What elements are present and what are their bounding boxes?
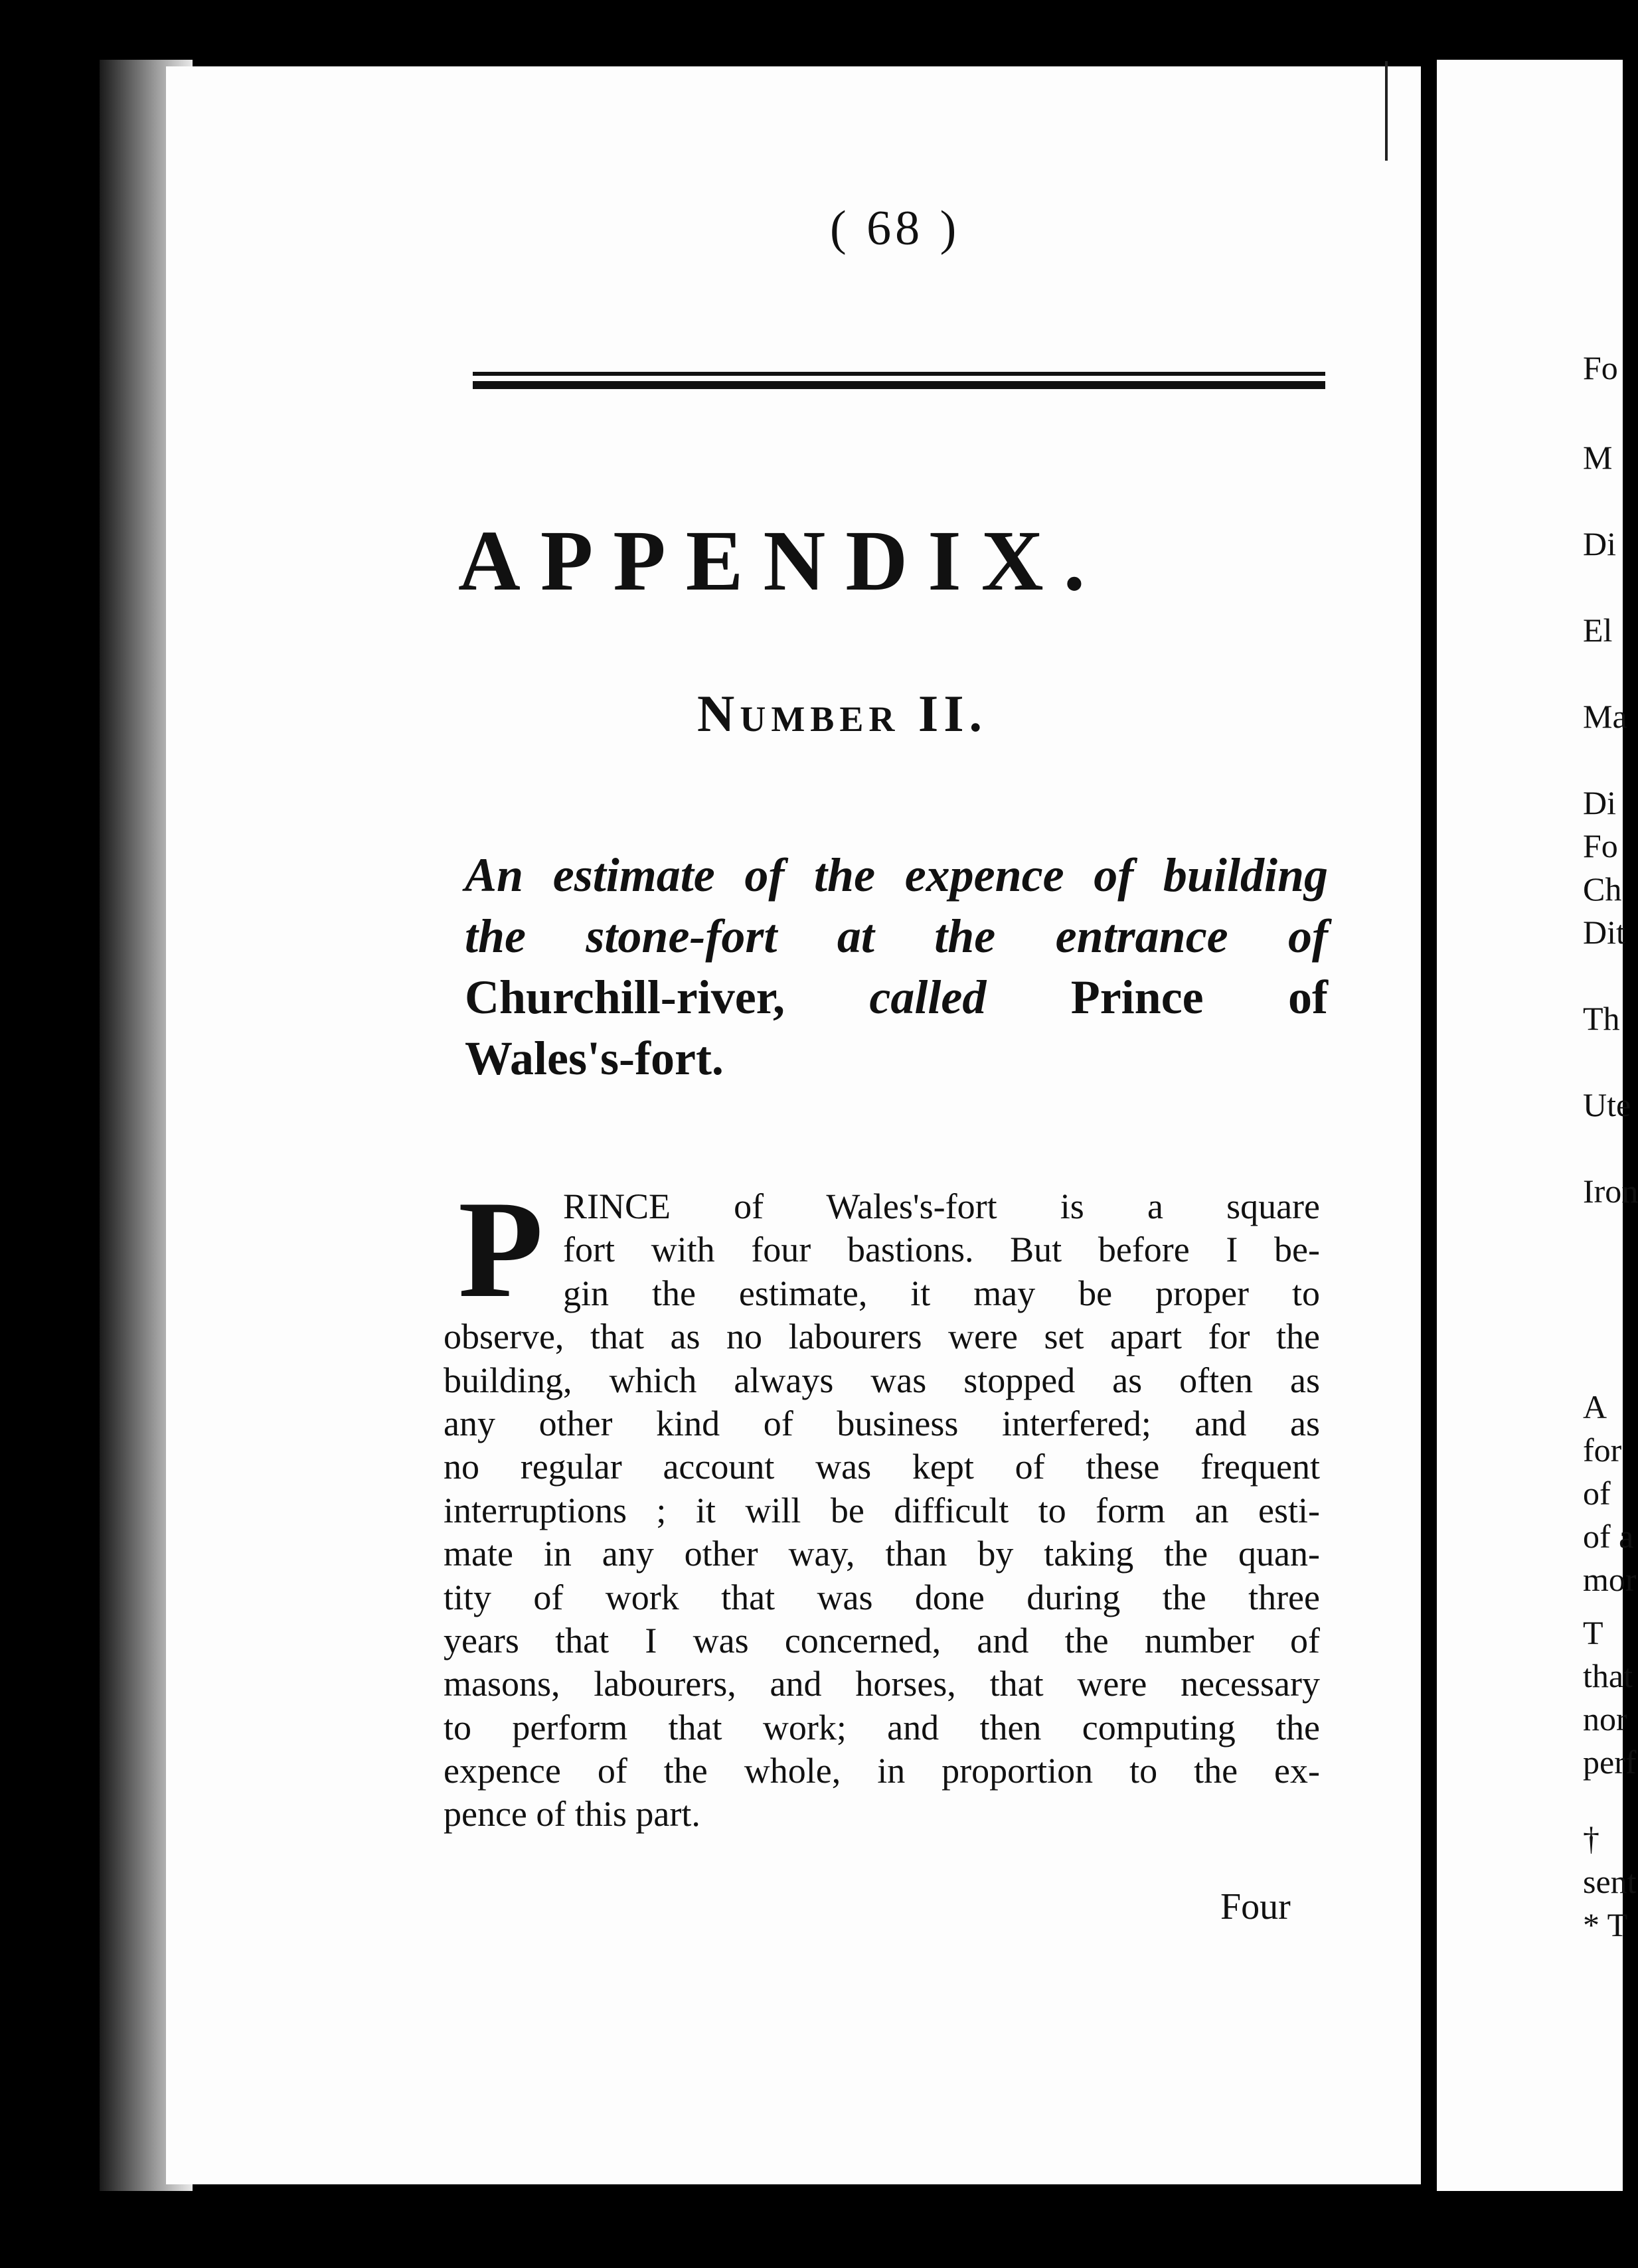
facing-page-fragment: Dit <box>1583 914 1625 951</box>
section-number <box>697 684 987 744</box>
caption-text: An estimate of the expence of building <box>465 849 1328 902</box>
body-line: years that I was concerned, and the number of <box>444 1620 1320 1660</box>
section-number-numeral: II. <box>918 685 988 742</box>
facing-page-fragment: * T <box>1583 1906 1628 1943</box>
facing-page-fragment: Di <box>1583 784 1616 821</box>
body-line: pence of this part. <box>444 1794 700 1834</box>
facing-page-fragment: A <box>1583 1388 1607 1425</box>
facing-page-fragment: Iron <box>1583 1173 1638 1210</box>
catchword: Four <box>1220 1886 1291 1927</box>
facing-page-fragment: that <box>1583 1657 1633 1694</box>
gutter-mark <box>1385 61 1388 161</box>
caption-text: called <box>869 971 987 1024</box>
body-line: fort with four bastions. But before I be- <box>563 1230 1320 1270</box>
body-line: expence of the whole, in proportion to the ex- <box>444 1751 1320 1791</box>
body-line: RINCE of Wales's-fort is a square <box>563 1186 1320 1226</box>
body-line: masons, labourers, and horses, that were necessary <box>444 1664 1320 1704</box>
facing-page-fragment: Fo <box>1583 827 1618 864</box>
body-text <box>444 1173 1320 1836</box>
caption-line <box>465 845 1328 906</box>
facing-page-fragment: sent <box>1583 1863 1637 1900</box>
body-line: to perform that work; and then computing the <box>444 1707 1320 1747</box>
caption-line <box>465 967 1328 1028</box>
page-number: ( 68 ) <box>830 201 961 256</box>
facing-page-fragment: of <box>1583 1475 1611 1512</box>
facing-page-fragment: M <box>1583 439 1613 476</box>
header-rule-thick <box>473 381 1325 389</box>
facing-page-fragment: El <box>1583 611 1613 649</box>
facing-page-fragment: perf <box>1583 1743 1637 1781</box>
body-line: building, which always was stopped as often as <box>444 1360 1320 1400</box>
estimate-caption <box>465 845 1328 1089</box>
section-number-initial: N <box>697 685 740 742</box>
facing-page-fragment: Ma <box>1583 698 1627 735</box>
facing-page-fragment: of a <box>1583 1518 1634 1555</box>
caption-text: Churchill-river, <box>465 971 870 1024</box>
facing-page-fragment: T <box>1583 1614 1603 1651</box>
facing-page-fragment: nor <box>1583 1700 1627 1738</box>
header-rule-thin <box>473 372 1325 376</box>
facing-page-fragment: mor <box>1583 1561 1637 1598</box>
body-line: observe, that as no labourers were set apart for the <box>444 1317 1320 1357</box>
drop-cap: P <box>458 1173 544 1327</box>
body-line: interruptions ; it will be difficult to form an esti- <box>444 1490 1320 1530</box>
caption-line <box>465 906 1328 967</box>
facing-page-fragment: Th <box>1583 1000 1620 1037</box>
body-line: no regular account was kept of these frequent <box>444 1447 1320 1487</box>
section-number-smallcaps: UMBER <box>740 699 900 739</box>
facing-page-fragment: Di <box>1583 525 1616 562</box>
section-heading: APPENDIX. <box>458 513 1106 609</box>
facing-page-fragment: † <box>1583 1820 1599 1857</box>
body-line: any other kind of business interfered; and as <box>444 1403 1320 1443</box>
caption-text: the stone-fort at the entrance of <box>465 910 1328 963</box>
facing-page-fragment: for <box>1583 1431 1622 1469</box>
caption-text: Prince of <box>986 971 1329 1024</box>
facing-page-fragment: Fo <box>1583 349 1618 386</box>
caption-text: Wales's-fort. <box>465 1032 724 1085</box>
body-line: gin the estimate, it may be proper to <box>563 1273 1320 1313</box>
facing-page-fragment: Ch <box>1583 870 1622 908</box>
caption-line <box>465 1028 1328 1089</box>
body-line: tity of work that was done during the three <box>444 1577 1320 1617</box>
facing-page-fragment: Ute <box>1583 1086 1631 1123</box>
body-line: mate in any other way, than by taking the quan- <box>444 1534 1320 1574</box>
